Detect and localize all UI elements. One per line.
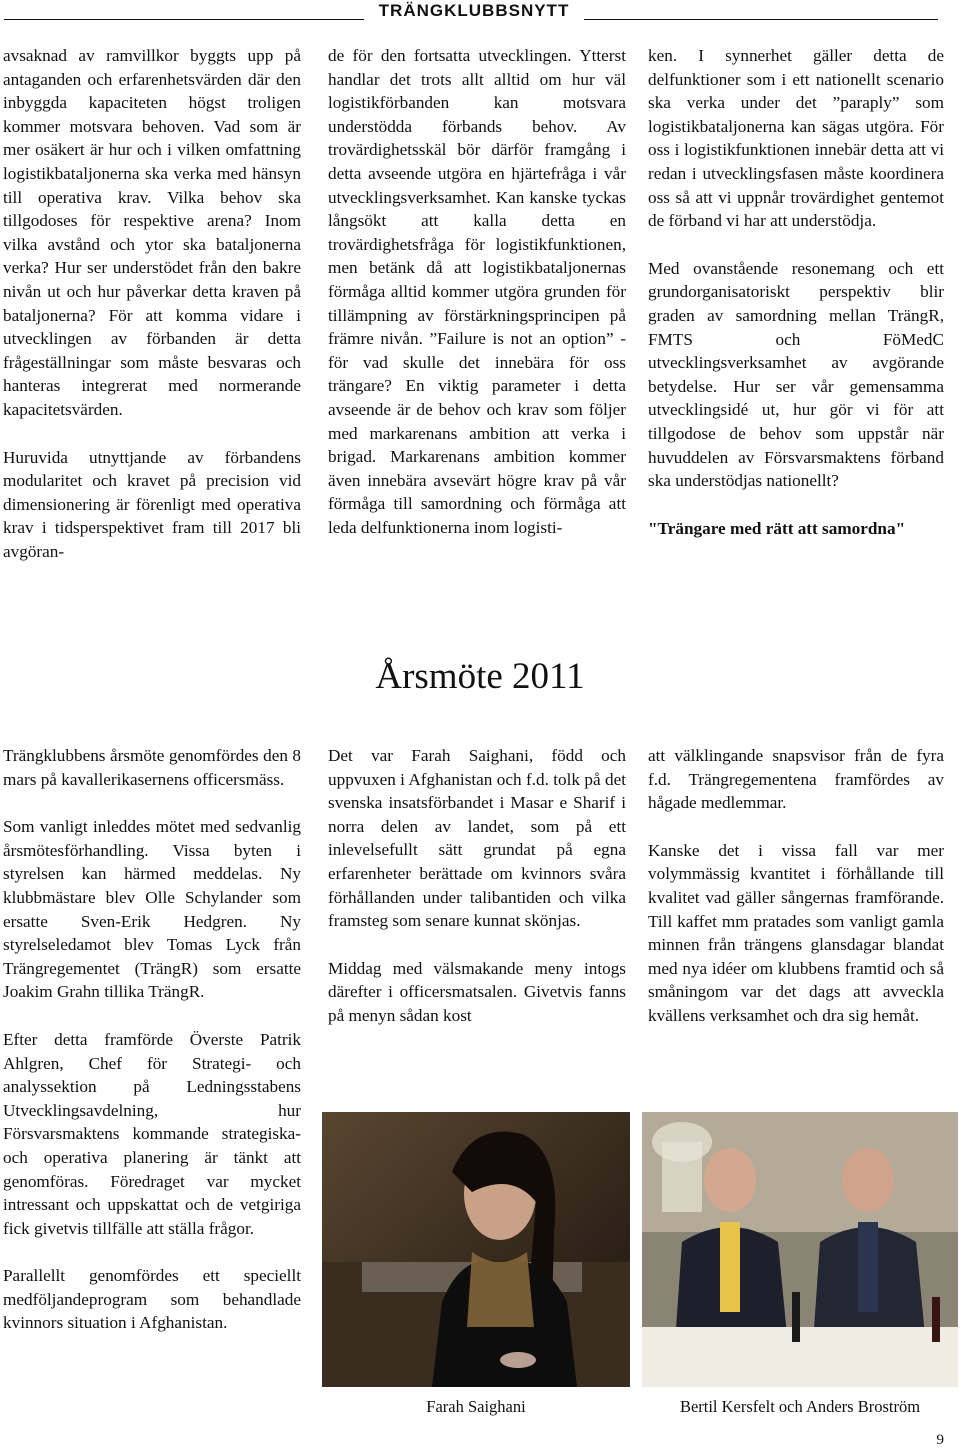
photo-caption-left: Farah Saighani: [426, 1397, 526, 1416]
page-number: 9: [936, 1432, 944, 1448]
paragraph: ken. I synnerhet gäller detta de delfunktioner som i ett nationellt scenario ska verka under det ”paraply” som logistikbataljonerna kan sägas utgöra. För oss i logistikfunktionen innebär detta att vi redan i utvecklingsfasen måste koordinera oss så att vi uppnår trovärdighet gentemot de förband vi har att understödja.: [648, 46, 944, 231]
paragraph: att välklingande snapsvisor från de fyra f.d. Trängregementena framfördes av hågade medlemmar.: [648, 746, 944, 813]
photo-farah-saighani: [322, 1112, 630, 1387]
paragraph: Efter detta framförde Överste Patrik Ahlgren, Chef för Strategi- och analyssektion på Ledningsstabens Utvecklingsavdelning, hur Försvarsmaktens kommande strategiska- och operativa planering är tänkt att genomföras. Föredraget var mycket intressant och uppskattat och de vetgiriga fick givetvis tillfälle att ställa frågor.: [3, 1029, 301, 1238]
paragraph: Med ovanstående resonemang och ett grundorganisatoriskt perspektiv blir graden av samordning mellan TrängR, FMTS och FöMedC utvecklingsverksamhet av avgörande betydelse. Hur ser vår gemensamma utvecklingsidé ut, hur gör vi för att tillgodose de behov som uppstår när huvuddelen av Försvarsmaktens förband ska understödjas nationellt?: [648, 258, 944, 491]
paragraph: Som vanligt inleddes mötet med sedvanlig årsmötesförhandling. Vissa byten i styrelsen kan härmed meddelas. Ny klubbmästare blev Olle Schylander som ersatte Sven-Erik Hedgren. Ny styrelseledamot blev Tomas Lyck från Trängregementet (TrängR) som ersatte Joakim Grahn tillika TrängR.: [3, 817, 301, 1002]
paragraph: Det var Farah Saighani, född och uppvuxen i Afghanistan och f.d. tolk på det svenska insatsförbandet i Masar e Sharif i norra delen av landet, som på ett inlevelsefullt sätt grundat på egna erfarenheter berättade om kvinnors svåra förhållanden under talibantiden och vilka framsteg som senare kunnat skönjas.: [328, 746, 626, 931]
paragraph: Parallellt genomfördes ett speciellt medföljandeprogram som behandlade kvinnors situation i Afghanistan.: [3, 1266, 301, 1333]
photo-placeholder-two-men: [642, 1112, 958, 1387]
paragraph: Kanske det i vissa fall var mer volymmässig kvantitet i förhållande till kvalitet vad gäller sångernas framförande. Till kaffet mm pratades som vanligt gamla minnen från trängens glansdagar blandat med nya idéer om klubbens framtid och så småningom var det dags att avveckla kvällens verksamhet och dra sig hemåt.: [648, 840, 944, 1025]
running-header: [0, 0, 960, 26]
paragraph: de för den fortsatta utvecklingen. Ytterst handlar det trots allt alltid om hur väl logistikförbanden kan motsvara understödda förbands behov. Av trovärdighetsskäl bör därför framgång i detta avseende utgöra en hjärtefråga i vår utvecklingsverksamhet. Kan kanske tyckas långsökt att kalla detta en trovärdighetsfråga för logistikfunktionen, men betänk då att logistikbataljonernas förmåga alltid kommer utgöra grunden för tillämpning av förstärkningsprincipen på främre nivån. ”Failure is not an option” - för vad skulle det innebära för oss trängare? En viktig parameter i detta avseende är de behov och krav som följer med markarenans ambition att verka i brigad. Markarenans ambition kommer även innebära avsevärt högre krav på vår förmåga till samordning och förmåga att leda delfunktionerna inom logisti-: [328, 46, 626, 537]
paragraph: Middag med välsmakande meny intogs därefter i officersmatsalen. Givetvis fanns på menyn sådan kost: [328, 958, 626, 1025]
newsletter-title: TRÄNGKLUBBSNYTT: [378, 1, 570, 20]
slogan: "Trängare med rätt att samordna": [648, 518, 906, 538]
article-column-3: [648, 44, 944, 540]
paragraph: avsaknad av ramvillkor byggts upp på antaganden och erfarenhetsvärden där den inbyggda kapaciteten högst troligen kommer motsvara behoven. Vad som är mer osäkert är hur och i vilken omfattning logistikbataljonerna ska verka med hänsyn till operativa krav. Vilka behov ska tillgodoses för respektive arena? Inom vilka avstånd och ytor ska bataljonerna verka? Hur ser understödet från den bakre nivån ut och hur påverkar detta kraven på bataljonerna? För att komma vidare i utvecklingen av förbanden är detta frågeställningar som måste besvaras och hanteras integrerat med normerande kapacitetsvärden.: [3, 46, 301, 419]
photo-caption-right: Bertil Kersfelt och Anders Broström: [679, 1397, 921, 1416]
report-column-3: [648, 744, 944, 1028]
report-column-1: [3, 744, 301, 1335]
paragraph: Huruvida utnyttjande av förbandens modularitet och kravet på precision vid dimensionering är förenligt med operativa krav i tidsperspektivet fram till 2017 bli avgöran-: [3, 447, 301, 561]
header-rule-right: [584, 19, 938, 20]
photo-bertil-kersfelt-anders-brostrom: [642, 1112, 958, 1387]
report-column-2: [328, 744, 626, 1028]
paragraph: Trängklubbens årsmöte genomfördes den 8 mars på kavallerikasernens officersmäss.: [3, 746, 301, 789]
article-column-2: [328, 44, 626, 539]
photo-placeholder-woman: [322, 1112, 630, 1387]
section-title: Årsmöte 2011: [375, 656, 585, 697]
header-rule-left: [4, 19, 364, 20]
article-column-1: [3, 44, 301, 563]
